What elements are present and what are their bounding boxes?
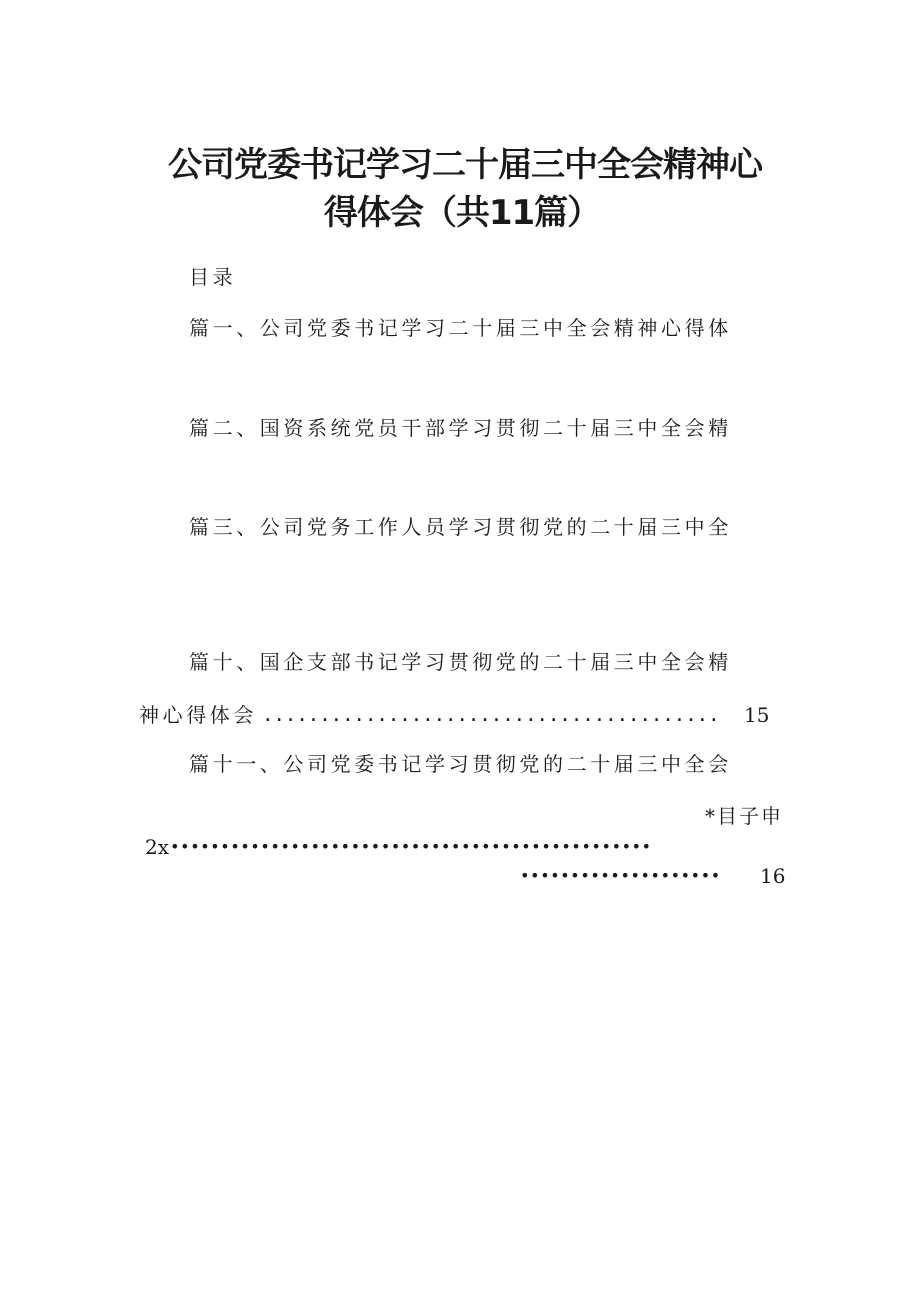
toc-entry-11-prefix: 2x bbox=[145, 835, 170, 859]
toc-entry-11-leader-2: •••••••••••••••••••• bbox=[520, 866, 721, 885]
document-title-line-1: 公司党委书记学习二十届三中全会精神心 bbox=[168, 145, 762, 185]
toc-entry-11-tail: *目子申 bbox=[705, 804, 783, 828]
toc-entry-10-leader: ........................................ bbox=[262, 704, 720, 726]
toc-entry-11-page: 16 bbox=[760, 864, 786, 888]
toc-entry-3: 篇三、公司党务工作人员学习贯彻党的二十届三中全 bbox=[189, 515, 732, 539]
toc-entry-11: 篇十一、公司党委书记学习贯彻党的二十届三中全会 bbox=[189, 752, 732, 776]
toc-entry-10-continuation: 神心得体会 bbox=[139, 703, 257, 727]
toc-entry-10: 篇十、国企支部书记学习贯彻党的二十届三中全会精 bbox=[189, 650, 732, 674]
toc-entry-1: 篇一、公司党委书记学习二十届三中全会精神心得体 bbox=[189, 316, 732, 340]
toc-entry-11-leader: •••••••••••••••••••••••••••••••••••••••••••••••• bbox=[170, 837, 652, 856]
toc-entry-2: 篇二、国资系统党员干部学习贯彻二十届三中全会精 bbox=[189, 416, 732, 440]
document-title-line-2: 得体会（共11篇） bbox=[323, 193, 601, 233]
toc-heading: 目录 bbox=[189, 265, 237, 289]
toc-entry-10-page: 15 bbox=[744, 703, 770, 727]
